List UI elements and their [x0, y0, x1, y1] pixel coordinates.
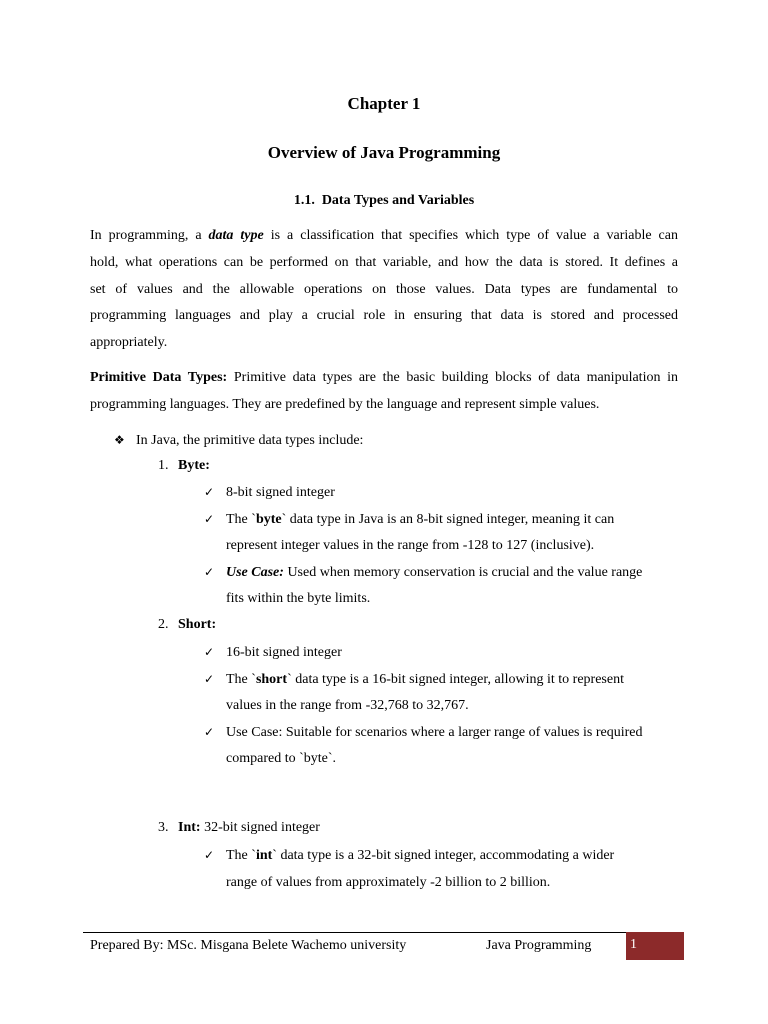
- checkmark-icon: ✓: [204, 485, 215, 499]
- checkmark-icon: ✓: [204, 848, 215, 862]
- byte-check-2: ✓ The `byte` data type in Java is an 8-bit signed integer, meaning it can: [204, 509, 614, 530]
- primitive-line-1: Primitive Data Types: Primitive data types are the basic building blocks of data manipulation in: [90, 370, 678, 385]
- footer-prepared-by: Prepared By: MSc. Misgana Belete Wachemo university: [90, 938, 407, 953]
- chapter-label: Chapter 1: [347, 94, 421, 113]
- chapter-title: Overview of Java Programming: [267, 143, 501, 162]
- int-check-1: ✓ The `int` data type is a 32-bit signed integer, accommodating a wider: [204, 845, 614, 866]
- section-title: Data Types and Variables: [321, 193, 475, 208]
- checkmark-icon: ✓: [204, 565, 215, 579]
- short-check-3: ✓ Use Case: Suitable for scenarios where a larger range of values is required: [204, 722, 642, 743]
- footer-divider: [83, 932, 627, 933]
- footer-course-name: Java Programming: [486, 938, 592, 953]
- byte-label: Byte:: [178, 458, 210, 473]
- diamond-bullet-icon: ❖: [114, 433, 125, 447]
- list-item-short: 2. Short:: [158, 617, 217, 632]
- java-bullet-text: In Java, the primitive data types include:: [136, 433, 364, 448]
- section-number: 1.1.: [293, 193, 315, 208]
- short-check-2-line-2: values in the range from -32,768 to 32,767.: [226, 698, 469, 713]
- primitive-paragraph: [90, 368, 678, 422]
- intro-line-3: set of values and the allowable operations on those values. Data types are fundamental to: [90, 281, 678, 297]
- byte-check-2-line-2: represent integer values in the range from -128 to 127 (inclusive).: [226, 538, 595, 553]
- short-check-1: ✓ 16-bit signed integer: [204, 642, 342, 663]
- checkmark-icon: ✓: [204, 645, 215, 659]
- primitive-label: Primitive Data Types:: [90, 370, 228, 385]
- byte-check-3-line-2: fits within the byte limits.: [226, 591, 371, 606]
- intro-line-1: In programming, a data type is a classification that specifies which type of value a variable can: [90, 228, 678, 243]
- list-item-int: 3. Int: 32-bit signed integer: [158, 820, 320, 835]
- intro-line-5: appropriately.: [90, 335, 168, 351]
- short-label: Short:: [178, 617, 217, 632]
- primitive-line-2: programming languages. They are predefined by the language and represent simple values.: [90, 396, 600, 412]
- byte-check-3: ✓ Use Case: Used when memory conservation is crucial and the value range: [204, 562, 642, 583]
- checkmark-icon: ✓: [204, 725, 215, 739]
- section-heading: [0, 193, 768, 209]
- page-number-box: [626, 932, 684, 960]
- java-bullet: [114, 430, 363, 451]
- short-check-2: ✓ The `short` data type is a 16-bit signed integer, allowing it to represent: [204, 669, 624, 690]
- checkmark-icon: ✓: [204, 672, 215, 686]
- int-label: Int:: [178, 820, 201, 835]
- intro-paragraph: [90, 226, 678, 360]
- checkmark-icon: ✓: [204, 512, 215, 526]
- byte-check-1: ✓ 8-bit signed integer: [204, 482, 335, 503]
- intro-line-4: programming languages and play a crucial role in ensuring that data is stored and processed: [90, 308, 678, 324]
- short-check-3-line-2: compared to `byte`.: [226, 751, 337, 766]
- intro-line-2: hold, what operations can be performed on that variable, and how the data is stored. It defines a: [90, 254, 678, 270]
- int-check-1-line-2: range of values from approximately -2 billion to 2 billion.: [226, 875, 551, 890]
- data-type-term: data type: [208, 228, 264, 243]
- list-item-byte: 1. Byte:: [158, 458, 210, 473]
- page-number: 1: [630, 937, 637, 952]
